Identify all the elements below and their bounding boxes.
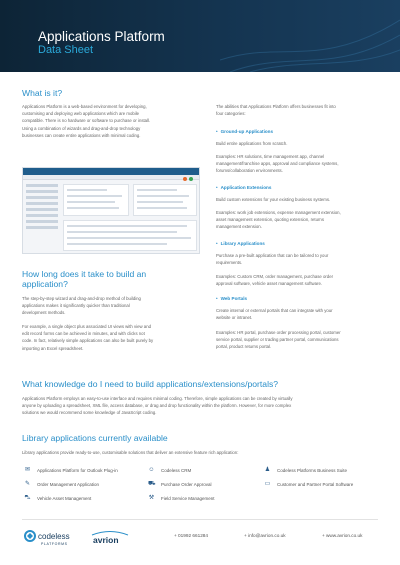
category-extensions-desc: Build custom extensions for your existing business systems.: [216, 197, 331, 202]
library-item: ▭ Customer and Partner Portal Software: [264, 481, 354, 487]
people-icon: ♟: [264, 467, 271, 473]
category-library-title: • Library Applications: [216, 241, 265, 246]
page-subtitle: Data Sheet: [38, 44, 94, 56]
category-extensions-examples: Examples: work job extensions, expense management extension, asset management extension, quoting extension, returns management extension.: [216, 210, 341, 230]
knowledge-text: Applications Platform employs an easy-to-use interface and requires minimal coding. Therefore, simple applications can be created by virtually anyone by uploading a spreadsheet, XML file, access database, or drag and drop functionality within the platform. However, for more complex solutions we would recommend some knowledge of JavaScript coding.: [22, 396, 293, 416]
library-item: ⛍ Vehicle Asset Management: [24, 495, 92, 501]
car-icon: ⛍: [24, 495, 31, 501]
library-heading: Library applications currently available: [22, 433, 168, 443]
how-long-text-1: The step-by-step wizard and drag-and-drop method of building applications makes it significantly quicker than traditional development methods.: [22, 296, 141, 316]
svg-text:codeless: codeless: [38, 532, 70, 541]
what-is-it-heading: What is it?: [22, 88, 63, 98]
footer-divider: [22, 519, 378, 520]
library-item: ✎ Order Management Application: [24, 481, 100, 487]
what-is-it-text: Applications Platform is a web-based environment for developing, customising and deploying web applications which are mobile compatible. There is no hardware or software to purchase or install. Using a combination of wizards and drag-and-drop technology businesses can create entire applications with minimal coding.: [22, 104, 151, 138]
avrion-logo: [90, 530, 130, 551]
codeless-platforms-logo: [24, 528, 86, 553]
category-library-examples: Examples: Custom CRM, order management, purchase order approval software, vehicle asset management software.: [216, 274, 334, 287]
outlook-icon: ✉: [24, 467, 31, 473]
library-item: ⛟ Purchase Order Approval: [148, 481, 212, 487]
category-extensions-title: • Application Extensions: [216, 185, 271, 190]
footer-website[interactable]: + www.avrion.co.uk: [322, 533, 363, 538]
svg-text:avrion: avrion: [93, 535, 119, 545]
library-item: ⚒ Field Service Management: [148, 495, 215, 501]
footer-phone[interactable]: + 01992 661284: [174, 533, 209, 538]
app-screenshot-image: [22, 167, 200, 254]
category-portals-examples: Examples: HR portal, purchase order processing portal, customer service portal, supplier or trading partner portal, communications portal, product returns portal.: [216, 330, 341, 350]
handshake-icon: ☺: [148, 467, 155, 473]
header-banner: [0, 0, 400, 72]
wrench-icon: ⚒: [148, 495, 155, 501]
category-ground-up-title: • Ground-up Applications: [216, 129, 273, 134]
cart-icon: ⛟: [148, 481, 156, 487]
screen-icon: ▭: [264, 481, 271, 487]
svg-text:PLATFORMS: PLATFORMS: [41, 542, 68, 546]
category-library-desc: Purchase a pre-built application that can be tailored to your requirements.: [216, 253, 329, 266]
library-intro: Library applications provide ready-to-use, customisable solutions that deliver an extensive feature rich application:: [22, 450, 239, 455]
library-item: ☺ Codeless CRM: [148, 467, 192, 473]
library-item: ♟ Codeless Platforms Business Suite: [264, 467, 348, 473]
header-swoosh-decoration: [220, 0, 400, 72]
footer-email[interactable]: + info@avrion.co.uk: [244, 533, 286, 538]
how-long-heading: How long does it take to build an application?: [22, 269, 147, 289]
category-ground-up-examples: Examples: HR solutions, time management app, channel management/franchise apps, approval and compliance systems, forums/collaboration environments.: [216, 154, 339, 174]
how-long-text-2: For example, a single object plus associated UI views with view and edit record forms can be achieved in minutes, and with clicks not code. In fact, relatively simple applications can also be built purely by importing an Excel spreadsheet.: [22, 324, 154, 351]
edit-icon: ✎: [24, 481, 31, 487]
library-item: ✉ Applications Platform for Outlook Plug-in: [24, 467, 118, 473]
abilities-intro: The abilities that Applications Platform offers businesses fit into four categories:: [216, 104, 336, 117]
category-portals-title: • Web Portals: [216, 296, 247, 301]
category-ground-up-desc: Build entire applications from scratch.: [216, 141, 288, 146]
category-portals-desc: Create internal or external portals that can integrate with your website or intranet.: [216, 308, 333, 321]
page-title: Applications Platform: [38, 29, 165, 44]
knowledge-heading: What knowledge do I need to build applications/extensions/portals?: [22, 379, 279, 389]
